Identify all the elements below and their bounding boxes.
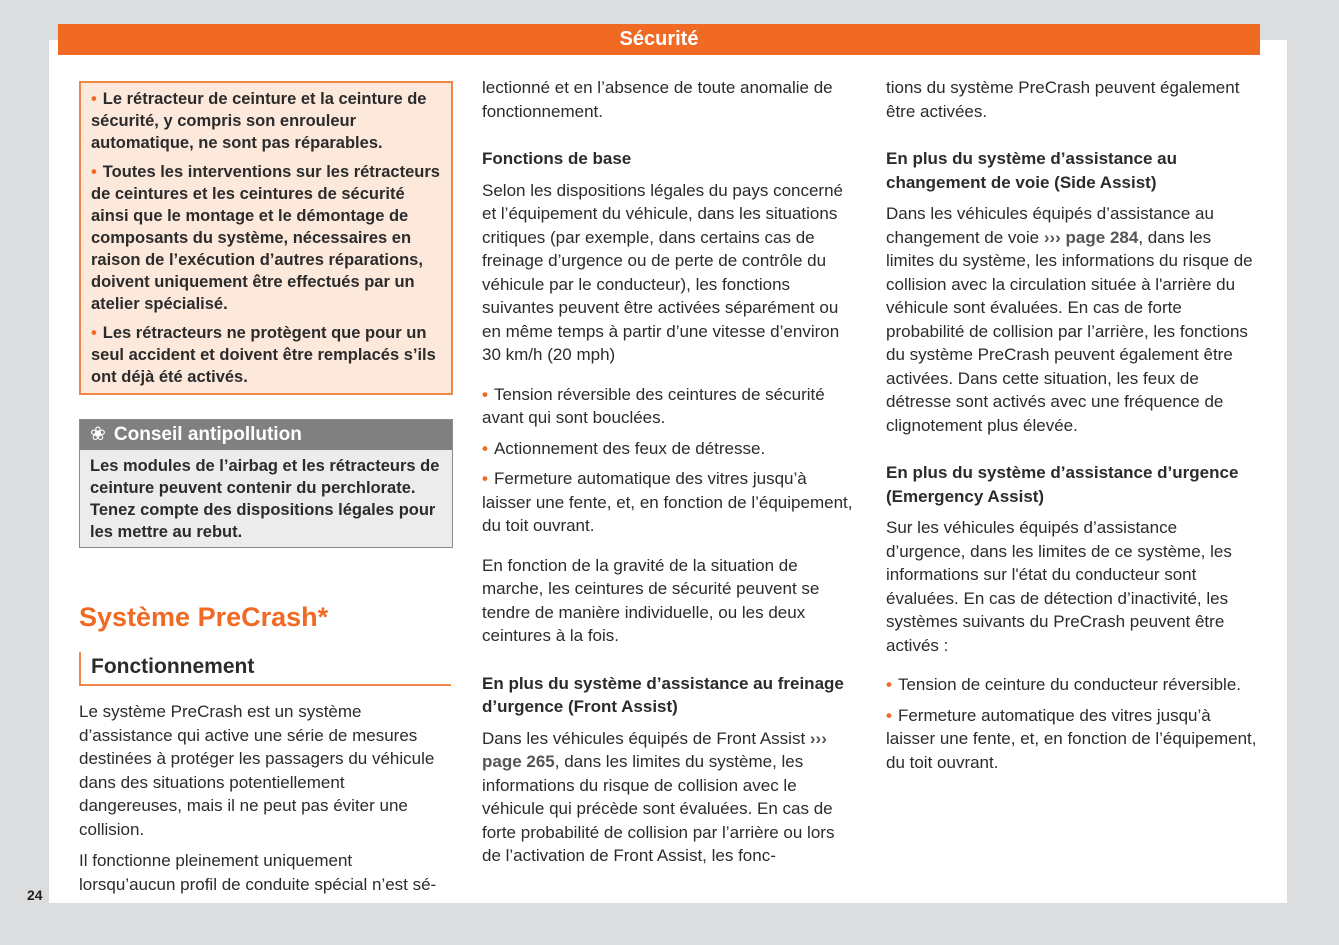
bullet-icon: •	[886, 675, 892, 694]
list-item: • Tension de ceinture du conducteur réversible.	[886, 675, 1241, 694]
section-title: Sécurité	[619, 28, 699, 50]
column-2	[482, 76, 854, 868]
bullet-icon: •	[482, 469, 488, 488]
paragraph: Sur les véhicules équipés d’assistance d’urgence, dans les limites de ce système, les informations sur l'état du conducteur sont évaluées. En cas de détection d’inactivité, les systèmes suivants du PreCrash peuvent être activés :	[886, 518, 1232, 655]
list-item: • Fermeture automatique des vitres jusqu’à laisser une fente, et, en fonction de l’équipement, du toit ouvrant.	[886, 705, 1257, 772]
environment-note-title: Conseil antipollution	[113, 424, 302, 445]
bullet-list	[482, 383, 854, 538]
warning-box	[79, 81, 453, 395]
bullet-icon: •	[886, 705, 892, 725]
chapter-title: Système PreCrash*	[79, 602, 329, 632]
list-item: • Actionnement des feux de détresse.	[482, 438, 766, 458]
paragraph: Dans les véhicules équipés d’assistance au changement de voie ››› page 284, dans les limites du système, les informations du risque de collision avec la circulation située à l'arrière du véhicule sont évaluées. En cas de forte probabilité de collision par l’arrière, les fonctions du système PreCrash peuvent également être activées. Dans cette situation, les feux de détresse sont activés avec une fréquence de clignotement plus élevée.	[886, 204, 1253, 435]
bullet-icon: •	[91, 163, 97, 181]
flower-icon: ❀	[90, 424, 106, 445]
bullet-list	[886, 673, 1258, 774]
subheading: Fonctions de base	[482, 149, 632, 168]
bullet-icon: •	[482, 384, 488, 404]
warning-item: • Les rétracteurs ne protègent que pour un seul accident et doivent être remplacés s’ils ont déjà été activés.	[91, 324, 436, 386]
list-item: • Tension réversible des ceintures de sécurité avant qui sont bouclées.	[482, 384, 825, 427]
list-item: • Fermeture automatique des vitres jusqu’à laisser une fente, et, en fonction de l’équipement, du toit ouvrant.	[482, 469, 853, 535]
page-reference-link[interactable]: ››› page 284	[1043, 227, 1139, 247]
subheading: En plus du système d’assistance au freinage d’urgence (Front Assist)	[482, 673, 844, 716]
section-heading: Fonctionnement	[79, 652, 451, 686]
paragraph-continuation: tions du système PreCrash peuvent également être activées.	[886, 78, 1240, 121]
warning-item: • Toutes les interventions sur les rétracteurs de ceintures et les ceintures de sécurité ainsi que le montage et le démontage de composants du système, nécessaires en raison de l’exécution d’autres réparations, doivent uniquement être effectués par un atelier spécialisé.	[91, 163, 440, 313]
section-header-bar	[58, 24, 1260, 55]
subheading: En plus du système d’assistance au changement de voie (Side Assist)	[886, 149, 1178, 192]
bullet-icon: •	[91, 324, 97, 342]
paragraph: En fonction de la gravité de la situation de marche, les ceintures de sécurité peuvent se tendre de manière individuelle, ou les deux ceintures à la fois.	[482, 555, 820, 645]
warning-item: • Le rétracteur de ceinture et la ceinture de sécurité, y compris son enrouleur automatique, ne sont pas réparables.	[91, 90, 427, 152]
environment-note-body: Les modules de l’airbag et les rétracteurs de ceinture peuvent contenir du perchlorate. Tenez compte des dispositions légales pour les mettre au rebut.	[90, 457, 440, 541]
column-3	[886, 76, 1258, 781]
column-1	[79, 81, 451, 896]
page-reference-link[interactable]: ››› page 265	[482, 728, 827, 771]
paragraph: Dans les véhicules équipés de Front Assist ››› page 265, dans les limites du système, les informations du risque de collision avec le véhicule qui précède sont évaluées. En cas de forte probabilité de collision par l’arrière ou lors de l’activation de Front Assist, les fonc-	[482, 728, 835, 865]
paragraph: Le système PreCrash est un système d’assistance qui active une série de mesures destinées à protéger les passagers du véhicule dans des situations potentiellement dangereuses, mais il ne peut pas éviter une collision.	[79, 702, 435, 839]
paragraph-continuation: lectionné et en l’absence de toute anomalie de fonctionnement.	[482, 78, 833, 121]
paragraph: Selon les dispositions légales du pays concerné et l’équipement du véhicule, dans les situations critiques (par exemple, dans certains cas de freinage d’urgence ou de perte de contrôle du véhicule par le conducteur), les fonctions suivantes peuvent être activées séparément ou en même temps à partir d’une vitesse d’environ 30 km/h (20 mph)	[482, 180, 844, 364]
bullet-icon: •	[91, 90, 97, 108]
bullet-icon: •	[482, 438, 488, 458]
subheading: En plus du système d’assistance d’urgence (Emergency Assist)	[886, 463, 1239, 506]
environment-note-header	[80, 420, 452, 450]
page-number: 24	[27, 887, 43, 903]
environment-note-box	[79, 419, 453, 548]
paragraph: Il fonctionne pleinement uniquement lorsqu’aucun profil de conduite spécial n’est sé-	[79, 851, 437, 894]
